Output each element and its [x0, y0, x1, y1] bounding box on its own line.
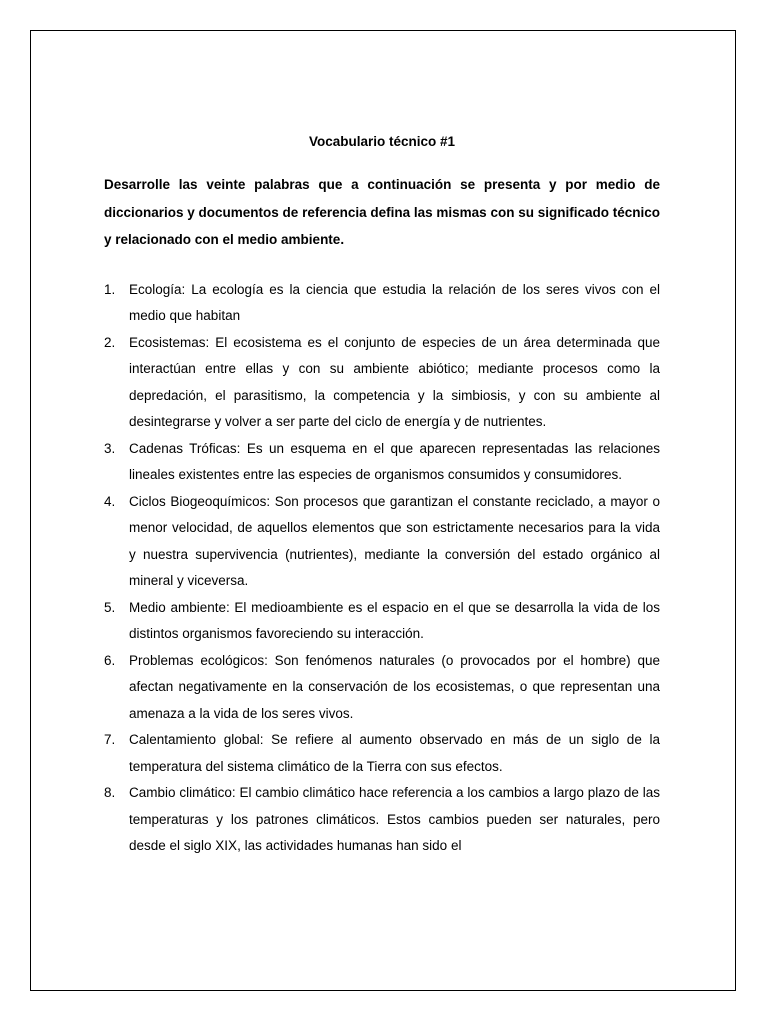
item-text: Ecosistemas: El ecosistema es el conjunto de especies de un área determinada que interactúan entre ellas y con su ambiente abiótico; mediante procesos como la depredación, el parasitismo, la competencia y la simbiosis, y con su ambiente al desintegrarse y volver a ser parte del ciclo de energía y de nutrientes.	[129, 334, 660, 429]
item-text: Cadenas Tróficas: Es un esquema en el que aparecen representadas las relaciones lineales existentes entre las especies de organismos consumidos y consumidores.	[129, 440, 660, 482]
item-text: Ecología: La ecología es la ciencia que estudia la relación de los seres vivos con el medio que habitan	[129, 281, 660, 323]
vocabulary-item-7	[104, 727, 660, 780]
item-number: 6.	[104, 652, 116, 668]
item-text: Medio ambiente: El medioambiente es el espacio en el que se desarrolla la vida de los distintos organismos favoreciendo su interacción.	[129, 599, 660, 641]
vocabulary-item-4	[104, 489, 660, 595]
item-number: 2.	[104, 334, 116, 350]
vocabulary-item-3	[104, 436, 660, 489]
vocabulary-item-2	[104, 330, 660, 436]
item-text: Cambio climático: El cambio climático hace referencia a los cambios a largo plazo de las temperaturas y los patrones climáticos. Estos cambios pueden ser naturales, pero desde el siglo XIX, las actividades humanas han sido el	[129, 785, 660, 853]
vocabulary-item-8	[104, 780, 660, 860]
item-number: 8.	[104, 785, 116, 800]
document-page	[30, 30, 736, 991]
item-number: 1.	[104, 281, 116, 297]
document-title: Vocabulario técnico #1	[308, 134, 456, 149]
item-text: Problemas ecológicos: Son fenómenos naturales (o provocados por el hombre) que afectan negativamente en la conservación de los ecosistemas, o que representan una amenaza a la vida de los seres vivos.	[129, 652, 660, 721]
vocabulary-item-5	[104, 595, 660, 648]
item-text: Ciclos Biogeoquímicos: Son procesos que garantizan el constante reciclado, a mayor o menor velocidad, de aquellos elementos que son estrictamente necesarios para la vida y nuestra supervivencia (nutrientes), mediante la conversión del estado orgánico al mineral y viceversa.	[129, 493, 660, 588]
item-number: 4.	[104, 493, 116, 509]
item-number: 3.	[104, 440, 116, 456]
item-text: Calentamiento global: Se refiere al aumento observado en más de un siglo de la temperatura del sistema climático de la Tierra con sus efectos.	[129, 732, 660, 774]
vocabulary-list	[104, 277, 660, 860]
instructions-paragraph: Desarrolle las veinte palabras que a continuación se presenta y por medio de diccionarios y documentos de referencia defina las mismas con su significado técnico y relacionado con el medio ambiente.	[104, 177, 660, 247]
item-number: 7.	[104, 732, 116, 747]
item-number: 5.	[104, 599, 116, 615]
vocabulary-item-1	[104, 277, 660, 330]
document-body	[104, 131, 660, 860]
vocabulary-item-6	[104, 648, 660, 728]
